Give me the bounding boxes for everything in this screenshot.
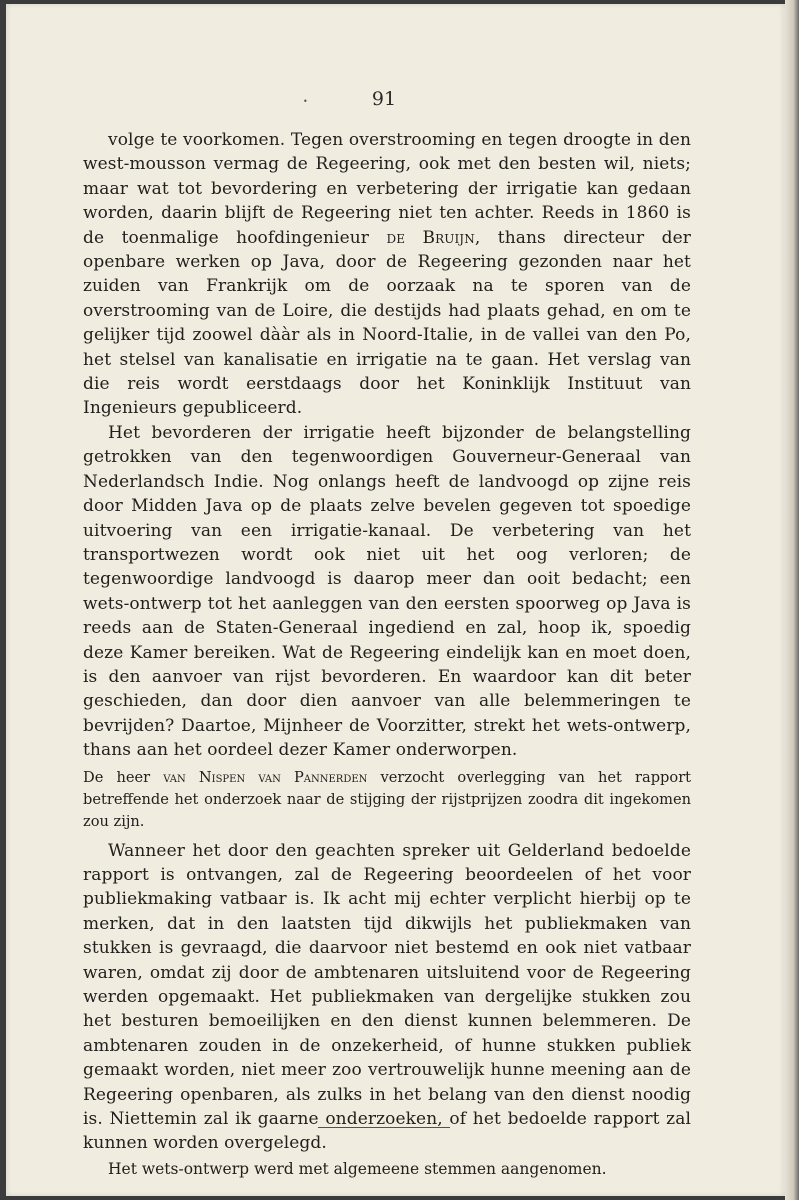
page-edge <box>785 0 799 1200</box>
note-text: verzocht overlegging van het rapport betreffende het onderzoek naar de stijging der rijstprijzen zoodra dit ingekomen zou zijn. <box>83 768 692 830</box>
person-name-de-bruijn: de Bruijn <box>386 227 475 248</box>
proceedings-note <box>83 767 691 833</box>
person-name-van-nispen: van Nispen van Pannerden <box>163 768 368 786</box>
page-body <box>83 128 691 1180</box>
paragraph-1 <box>83 128 691 421</box>
note-prefix: De heer <box>83 768 151 786</box>
paragraph-1-continued: , thans directeur der openbare werken op Java, door de Regeering gezonden naar het zuiden van Frankrijk om de oorzaak na te sporen van de overstrooming van de Loire, die destijds had plaats gehad, en om te gelijker tijd zoowel dààr als in Noord-Italie, in de vallei van den Po, het stelsel van kanalisatie en irrigatie na te gaan. Het verslag van die reis wordt eerstdaags door het Koninklijk Instituut van Ingenieurs gepubliceerd. <box>83 227 691 419</box>
paragraph-2: Het bevorderen der irrigatie heeft bijzonder de belangstelling getrokken van den tegenwoordigen Gouverneur-Generaal van Nederlandsch Indie. Nog onlangs heeft de landvoogd op zijne reis door Midden Java op de plaats zelve bevelen gegeven tot spoedige uitvoering van een irrigatie-kanaal. De verbetering van het transportwezen wordt ook niet uit het oog verloren; de tegenwoordige landvoogd is daarop meer dan ooit bedacht; een wets-ontwerp tot het aanleggen van den eersten spoorweg op Java is reeds aan de Staten-Generaal ingediend en zal, hoop ik, spoedig deze Kamer bereiken. Wat de Regeering eindelijk kan en moet doen, is den aanvoer van rijst bevorderen. En waardoor kan dit beter geschieden, dan door dien aanvoer van alle belemmeringen te bevrijden? Daartoe, Mijnheer de Voorzitter, strekt het wets-ontwerp, thans aan het oordeel dezer Kamer onderworpen. <box>83 422 691 761</box>
paragraph-3: Wanneer het door den geachten spreker uit Gelderland bedoelde rapport is ontvangen, zal de Regeering beoordeelen of het voor publiekmaking vatbaar is. Ik acht mij echter verplicht hierbij op te merken, dat in den laatsten tijd dikwijls het publiekmaken van stukken is gevraagd, die daarvoor niet bestemd en ook niet vatbaar waren, omdat zij door de ambtenaren uitsluitend voor de Regeering werden opgemaakt. Het publiekmaken van dergelijke stukken zou het besturen bemoeilijken en den dienst kunnen belemmeren. De ambtenaren zouden in de onzekerheid, of hunne stukken publiek gemaakt worden, niet meer zoo vertrouwelijk hunne meening aan de Regeering openbaren, als zulks in het belang van den dienst noodig is. Niettemin zal ik gaarne onderzoeken, of het bedoelde rapport zal kunnen worden overgelegd. <box>83 840 691 1154</box>
page-number: 91 <box>371 88 397 110</box>
speck-mark: • <box>303 97 308 106</box>
book-page <box>6 4 786 1196</box>
closing-line: Het wets-ontwerp werd met algemeene stemmen aangenomen. <box>108 1159 607 1178</box>
section-divider <box>318 1127 450 1128</box>
paragraph-1-text: volge te voorkomen. Tegen overstrooming en tegen droogte in den west-mousson vermag de Regeering, ook met den besten wil, niets; maar wat tot bevordering en verbetering der irrigatie kan gedaan worden, daarin blijft de Regeering niet ten achter. Reeds in 1860 is de toenmalige hoofdingenieur <box>83 130 691 248</box>
